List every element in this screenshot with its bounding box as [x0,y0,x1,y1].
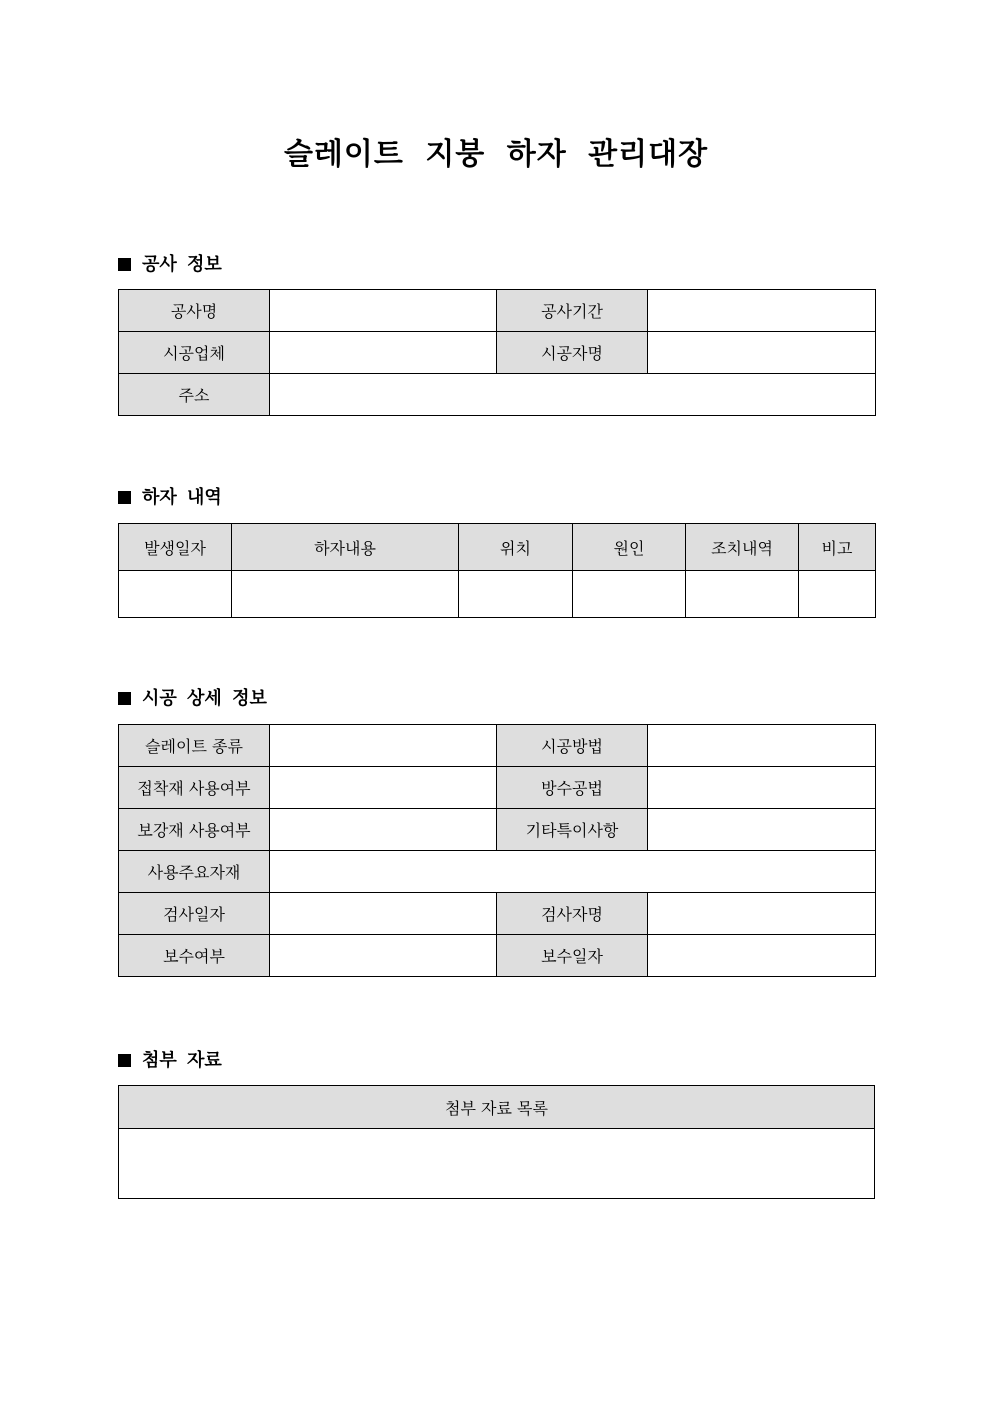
square-bullet-icon [118,491,131,504]
construction-detail-table [118,724,876,977]
address-field[interactable] [270,374,876,416]
defect-history-table [118,523,876,618]
construction-info-table [118,289,876,416]
date-cell[interactable] [119,571,232,618]
table-row [119,767,876,809]
table-header-row [119,524,876,571]
attachment-list-header: 첨부 자료 목록 [119,1086,875,1129]
table-row [119,374,876,416]
contractor-field[interactable] [270,332,497,374]
column-header-location: 위치 [459,524,573,571]
table-row [119,851,876,893]
reinforcement-field[interactable] [270,809,497,851]
address-label: 주소 [119,374,270,416]
remarks-cell[interactable] [799,571,876,618]
project-name-label: 공사명 [119,290,270,332]
table-row [119,935,876,977]
column-header-action: 조치내역 [686,524,799,571]
section-heading-defect-history [118,486,222,510]
period-field[interactable] [648,290,876,332]
method-field[interactable] [648,725,876,767]
section-heading-label: 공사 정보 [142,254,222,275]
repair-status-field[interactable] [270,935,497,977]
repair-date-field[interactable] [648,935,876,977]
table-row [119,809,876,851]
section-heading-construction-info [118,253,222,277]
method-label: 시공방법 [497,725,648,767]
action-cell[interactable] [686,571,799,618]
other-notes-field[interactable] [648,809,876,851]
builder-field[interactable] [648,332,876,374]
main-materials-label: 사용주요자재 [119,851,270,893]
inspection-date-label: 검사일자 [119,893,270,935]
column-header-content: 하자내용 [232,524,459,571]
period-label: 공사기간 [497,290,648,332]
inspection-date-field[interactable] [270,893,497,935]
other-notes-label: 기타특이사항 [497,809,648,851]
attachment-list-field[interactable] [119,1129,875,1199]
table-header-row [119,1086,875,1129]
location-cell[interactable] [459,571,573,618]
column-header-remarks: 비고 [799,524,876,571]
table-row [119,1129,875,1199]
builder-label: 시공자명 [497,332,648,374]
section-heading-label: 첨부 자료 [142,1050,222,1071]
repair-date-label: 보수일자 [497,935,648,977]
table-row [119,725,876,767]
contractor-label: 시공업체 [119,332,270,374]
table-row [119,893,876,935]
document-title: 슬레이트 지붕 하자 관리대장 [283,137,709,172]
waterproof-label: 방수공법 [497,767,648,809]
project-name-field[interactable] [270,290,497,332]
cause-cell[interactable] [573,571,686,618]
inspector-field[interactable] [648,893,876,935]
square-bullet-icon [118,258,131,271]
attachments-table [118,1085,875,1199]
table-row [119,332,876,374]
reinforcement-label: 보강재 사용여부 [119,809,270,851]
section-heading-construction-detail [118,687,267,711]
square-bullet-icon [118,1054,131,1067]
adhesive-label: 접착재 사용여부 [119,767,270,809]
section-heading-label: 시공 상세 정보 [142,688,267,709]
main-materials-field[interactable] [270,851,876,893]
waterproof-field[interactable] [648,767,876,809]
section-heading-attachments [118,1049,222,1073]
section-heading-label: 하자 내역 [142,487,222,508]
adhesive-field[interactable] [270,767,497,809]
inspector-label: 검사자명 [497,893,648,935]
content-cell[interactable] [232,571,459,618]
slate-type-field[interactable] [270,725,497,767]
column-header-cause: 원인 [573,524,686,571]
slate-type-label: 슬레이트 종류 [119,725,270,767]
table-row [119,290,876,332]
column-header-date: 발생일자 [119,524,232,571]
repair-status-label: 보수여부 [119,935,270,977]
table-row [119,571,876,618]
square-bullet-icon [118,692,131,705]
